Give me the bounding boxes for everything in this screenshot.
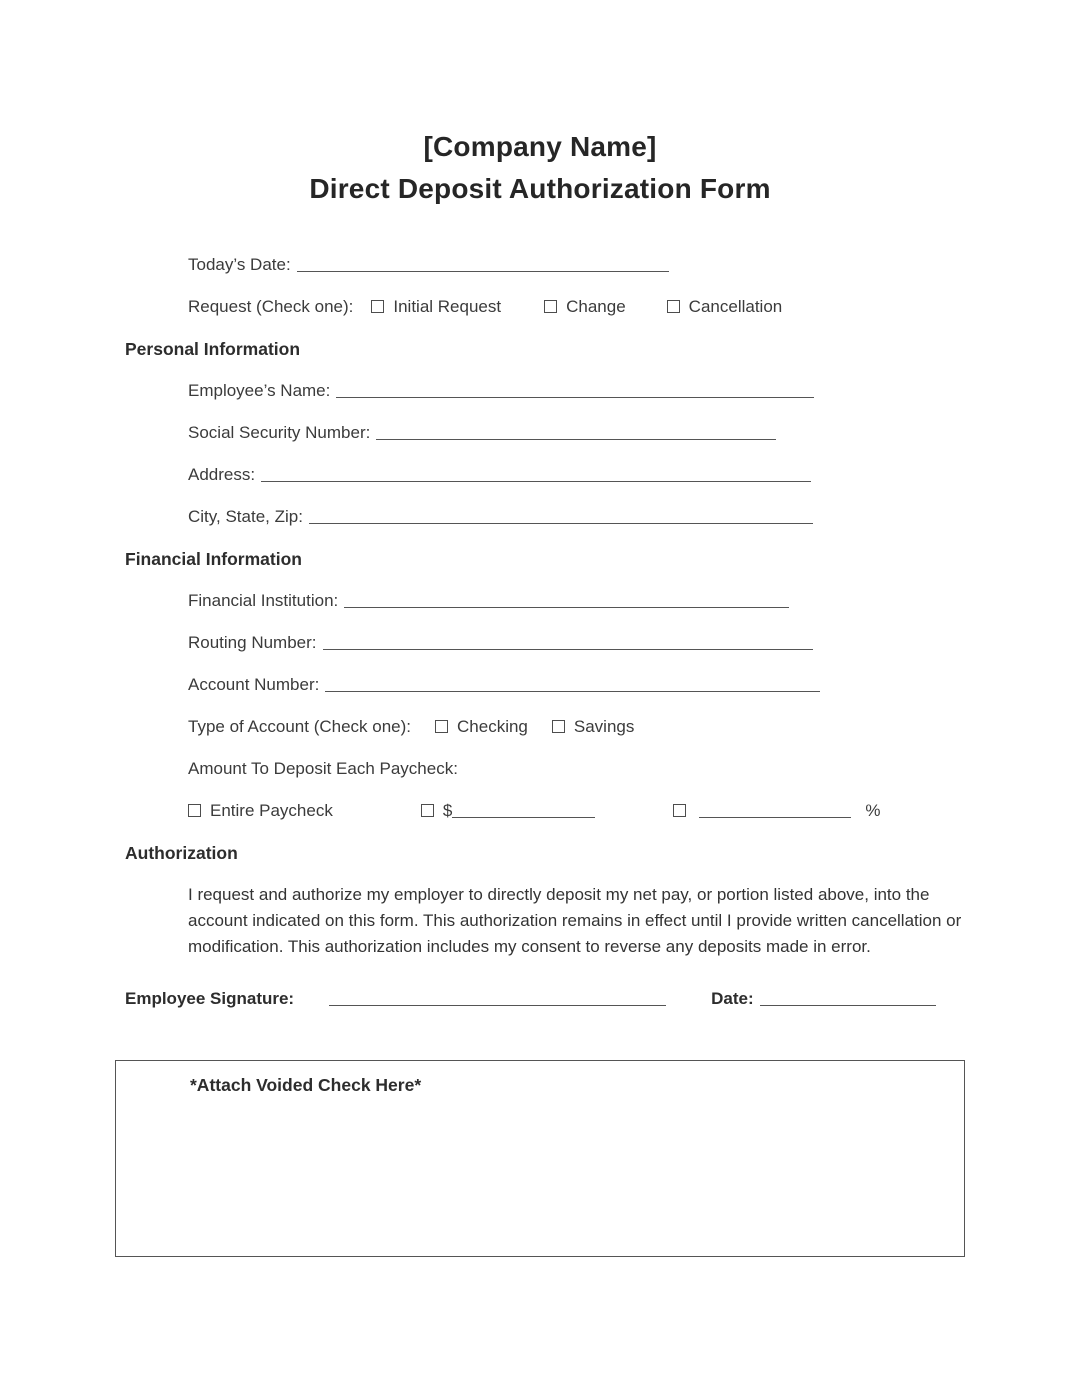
city-state-zip-label: City, State, Zip: — [188, 507, 303, 526]
account-type-checking-label: Checking — [457, 717, 528, 736]
account-type-option-checking[interactable] — [435, 717, 528, 736]
checkbox-percent-amount-icon[interactable] — [673, 804, 686, 817]
voided-check-label: *Attach Voided Check Here* — [190, 1075, 422, 1095]
form-title: Direct Deposit Authorization Form — [309, 173, 771, 204]
employee-name-row — [188, 370, 1080, 412]
ssn-label: Social Security Number: — [188, 423, 371, 442]
account-type-savings-label: Savings — [573, 717, 635, 736]
amount-option-entire-paycheck[interactable] — [188, 801, 333, 820]
employee-signature-label: Employee Signature: — [125, 989, 295, 1008]
entire-paycheck-label: Entire Paycheck — [210, 801, 333, 820]
account-type-option-savings[interactable] — [552, 717, 634, 736]
routing-number-line[interactable] — [323, 648, 813, 650]
routing-number-label: Routing Number: — [188, 633, 317, 652]
employee-name-label: Employee’s Name: — [188, 381, 331, 400]
account-type-label: Type of Account (Check one): — [188, 717, 412, 736]
title-block — [0, 126, 1080, 210]
financial-institution-line[interactable] — [344, 606, 789, 608]
signature-date-line[interactable] — [760, 1004, 936, 1006]
city-state-zip-line[interactable] — [309, 522, 813, 524]
amount-option-dollar[interactable] — [421, 801, 595, 820]
checkbox-change-icon[interactable] — [544, 300, 557, 313]
today-date-line[interactable] — [297, 270, 669, 272]
request-option-initial[interactable] — [371, 297, 501, 316]
request-option-change[interactable] — [544, 297, 626, 316]
dollar-amount-line[interactable] — [452, 816, 595, 818]
signature-date-label: Date: — [711, 989, 754, 1008]
request-option-cancellation-label: Cancellation — [688, 297, 783, 316]
amount-heading-label: Amount To Deposit Each Paycheck: — [188, 759, 458, 778]
employee-name-line[interactable] — [336, 396, 814, 398]
account-number-label: Account Number: — [188, 675, 320, 694]
ssn-line[interactable] — [376, 438, 776, 440]
account-number-row — [188, 664, 1080, 706]
company-name-title: [Company Name] — [423, 131, 657, 162]
percent-sign-label: % — [865, 801, 881, 820]
authorization-heading: Authorization — [125, 843, 238, 863]
request-label: Request (Check one): — [188, 297, 354, 316]
personal-information-heading: Personal Information — [125, 339, 301, 359]
routing-number-row — [188, 622, 1080, 664]
ssn-row — [188, 412, 1080, 454]
checkbox-cancellation-icon[interactable] — [667, 300, 680, 313]
today-date-label: Today’s Date: — [188, 255, 291, 274]
signature-row — [0, 984, 1080, 1014]
dollar-sign-label: $ — [442, 801, 453, 820]
percent-amount-line[interactable] — [699, 816, 851, 818]
request-row — [188, 286, 1080, 328]
address-row — [188, 454, 1080, 496]
checkbox-savings-icon[interactable] — [552, 720, 565, 733]
checkbox-dollar-amount-icon[interactable] — [421, 804, 434, 817]
checkbox-initial-request-icon[interactable] — [371, 300, 384, 313]
checkbox-checking-icon[interactable] — [435, 720, 448, 733]
address-line[interactable] — [261, 480, 811, 482]
financial-institution-label: Financial Institution: — [188, 591, 339, 610]
request-option-initial-label: Initial Request — [393, 297, 502, 316]
financial-institution-row — [188, 580, 1080, 622]
employee-signature-line[interactable] — [329, 1004, 666, 1006]
city-state-zip-row — [188, 496, 1080, 538]
account-number-line[interactable] — [325, 690, 820, 692]
account-type-row — [188, 706, 1080, 748]
amount-heading-row — [188, 748, 1080, 790]
authorization-paragraph: I request and authorize my employer to directly deposit my net pay, or portion listed above, into the account indicated on this form. This authorization remains in effect until I provide written cancellation or modification. This authorization includes my consent to reverse any deposits made in error. — [188, 885, 962, 956]
amount-option-percent[interactable] — [673, 801, 880, 820]
financial-information-heading: Financial Information — [125, 549, 302, 569]
checkbox-entire-paycheck-icon[interactable] — [188, 804, 201, 817]
today-date-row — [188, 244, 1080, 286]
amount-options-row — [188, 790, 1080, 832]
voided-check-attachment-box — [115, 1060, 965, 1257]
request-option-cancellation[interactable] — [667, 297, 783, 316]
request-option-change-label: Change — [566, 297, 626, 316]
address-label: Address: — [188, 465, 256, 484]
